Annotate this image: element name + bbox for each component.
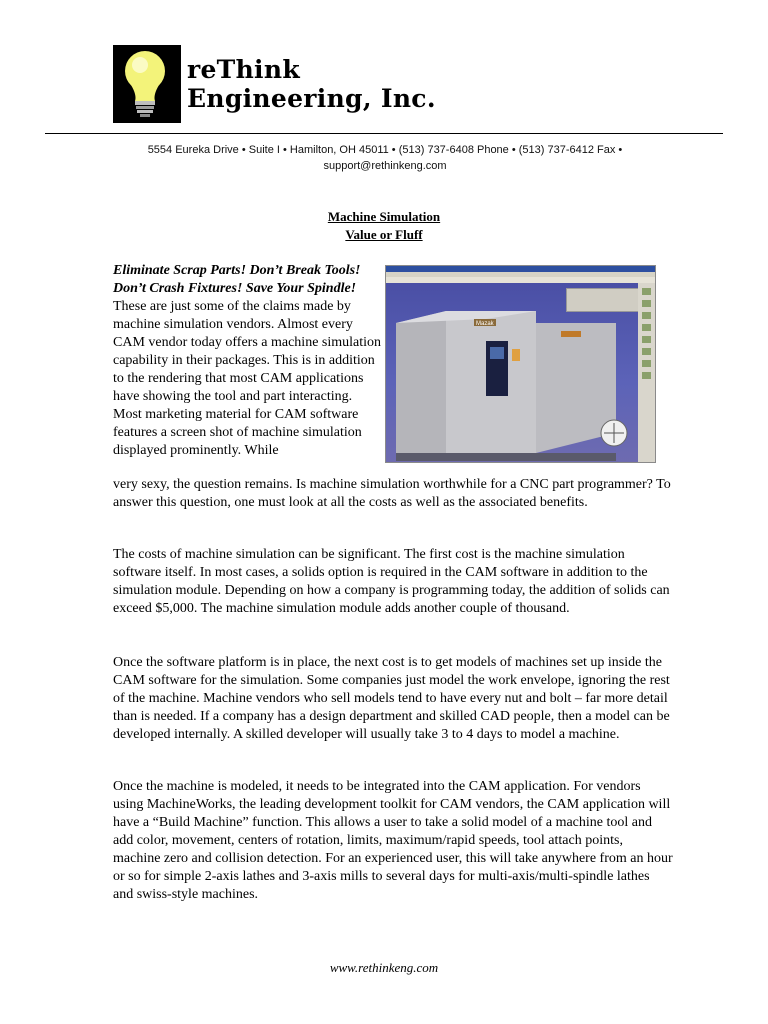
intro-continuation: very sexy, the question remains. Is machine simulation worthwhile for a CNC part programmer? To answer this question, one must look at all the costs as well as the associated benefits. — [113, 477, 671, 510]
screenshot-dialog-panel — [566, 288, 640, 312]
intro-text: These are just some of the claims made by machine simulation vendors. Almost every CAM vendor today offers a machine simulation capability in their packages. This is in addition to the rendering that most CAM applications have showing the tool and part interacting. Most marketing material for CAM software features a screen shot of machine simulation displayed prominently. While — [113, 299, 382, 458]
machine-simulation-screenshot — [385, 265, 656, 463]
contact-address-line: 5554 Eureka Drive • Suite I • Hamilton, OH 45011 • (513) 737-6408 Phone • (513) 737-6412 Fax • — [147, 144, 623, 156]
company-name — [187, 55, 436, 113]
contact-email: support@rethinkeng.com — [323, 160, 447, 172]
screenshot-sidebar — [638, 283, 655, 463]
header-divider — [45, 133, 723, 134]
paragraph-integration: Once the machine is modeled, it needs to be integrated into the CAM application. For vendors using MachineWorks, the leading development toolkit for CAM vendors, the CAM application will have a “Build Machine” function. This allows a user to take a solid model of a machine tool and add color, movement, centers of rotation, limits, maximum/rapid speeds, tool attach points, machine zero and collision detection. For an experienced user, this will take anywhere from an hour or so for simple 2-axis lathes and 3-axis mills to several days for multi-axis/multi-spindle lathes and swiss-style machines. — [113, 779, 673, 902]
lead-sentence: Eliminate Scrap Parts! Don’t Break Tools! Don’t Crash Fixtures! Save Your Spindle! — [113, 263, 361, 296]
title-line1: Machine Simulation — [327, 209, 441, 224]
paragraph-models: Once the software platform is in place, the next cost is to get models of machines set up inside the CAM software for the simulation. Some companies just model the work envelope, ignoring the rest of the machine. Machine vendors who sell models tend to have every nut and bolt – far more detail than is needed. If a company has a design department and skilled CAD people, then a model can be developed internally. A skilled developer will usually take 3 to 4 days to model a machine. — [113, 655, 670, 742]
article-title — [234, 208, 534, 244]
lightbulb-logo-icon — [113, 45, 181, 123]
intro-paragraph — [113, 262, 383, 460]
title-line2: Value or Fluff — [345, 227, 423, 242]
paragraph-costs: The costs of machine simulation can be significant. The first cost is the machine simulation software itself. In most cases, a solids option is required in the CAM software in addition to the simulation module. Depending on how a company is programming today, the addition of solids can exceed $5,000. The machine simulation module adds another couple of thousand. — [113, 547, 670, 616]
company-name-line2: Engineering, Inc. — [187, 84, 436, 113]
company-name-line1: reThink — [187, 55, 300, 84]
footer-url: www.rethinkeng.com — [329, 960, 439, 975]
contact-info — [60, 142, 710, 174]
brand-label: Mazak — [476, 321, 494, 327]
